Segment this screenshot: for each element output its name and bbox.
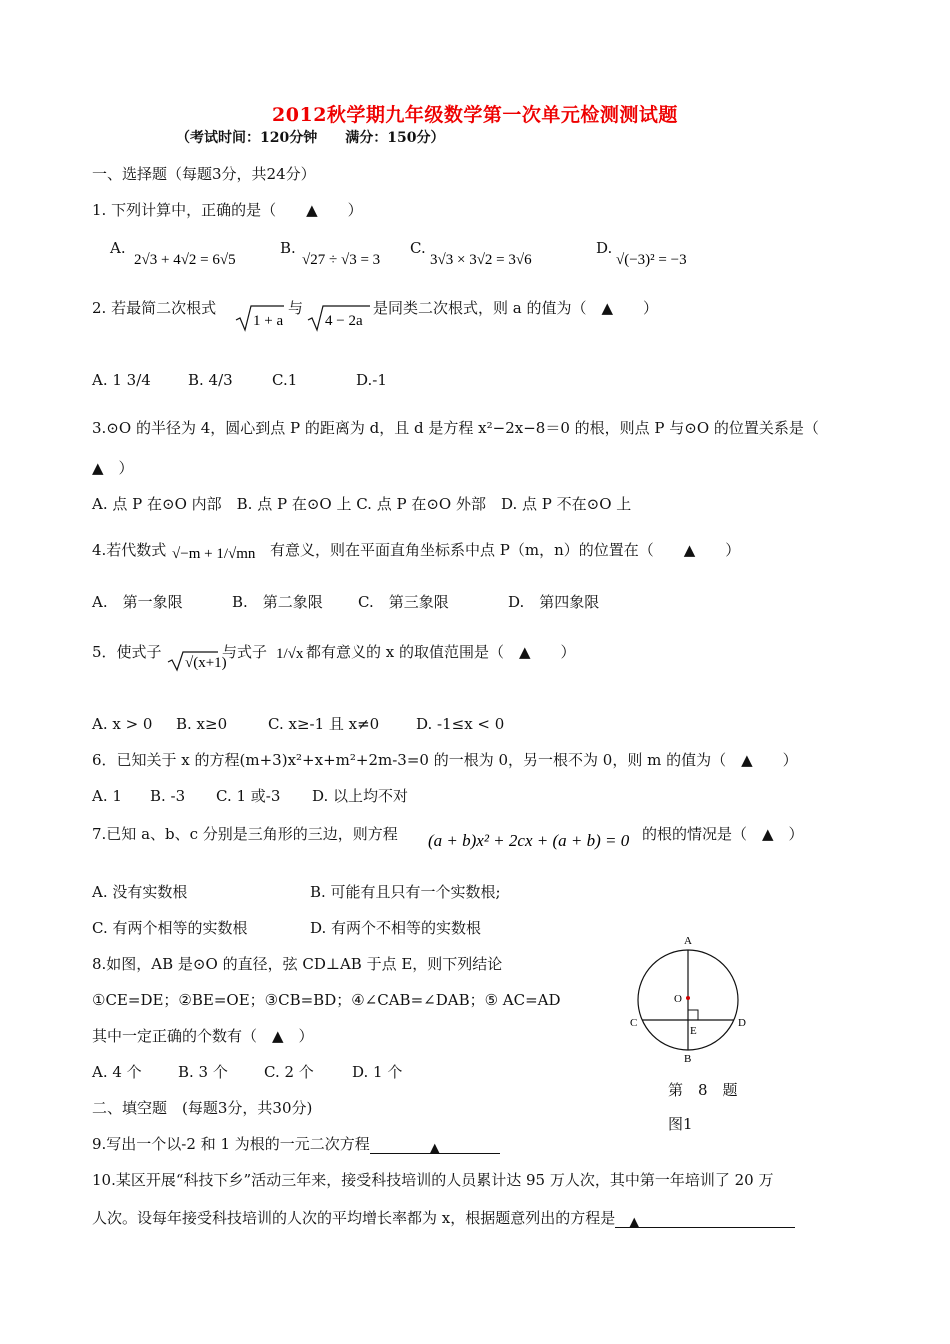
q4-option-a: A. 第一象限 (92, 593, 183, 611)
q8-option-d: D. 1 个 (352, 1063, 403, 1081)
center-point (686, 996, 690, 1000)
q2-radical-2 (306, 302, 372, 334)
q8-circle-figure (620, 930, 760, 1070)
q1-c-text: 3√3 × 3√2 = 3√6 (430, 252, 532, 268)
q2-rad1-text: 1 + a (253, 313, 284, 329)
q2-stem-b: 与 (288, 299, 304, 317)
q4-stem-b: 有意义，则在平面直角坐标系中点 P（m，n）的位置在（ ▲ ） (270, 541, 741, 559)
q1-option-a-expr (130, 244, 270, 272)
q4-stem-a: 4.若代数式 (92, 541, 167, 559)
q2-option-a: A. 1 3/4 (92, 371, 151, 389)
q4-expression (170, 528, 270, 574)
q5-stem-a: 5．使式子 (92, 643, 162, 661)
section-fill-heading: 二、填空题 (每题3分，共30分) (92, 1099, 313, 1117)
q8-figure-caption-2: 图1 (668, 1115, 693, 1133)
q4-option-b: B. 第二象限 (232, 593, 323, 611)
label-a: A (684, 935, 692, 947)
q2-radical-1 (234, 302, 286, 334)
q1-option-b-label: B. (280, 239, 296, 257)
q5-stem-c: 都有意义的 x 的取值范围是（ ▲ ） (306, 643, 576, 661)
q10-answer-blank[interactable] (615, 1211, 795, 1228)
q5-expression-2 (268, 632, 308, 684)
q7-option-b: B. 可能有且只有一个实数根; (310, 883, 501, 901)
q6-option-b: B. -3 (150, 787, 186, 805)
q10-line1: 10.某区开展“科技下乡”活动三年来，接受科技培训的人员累计达 95 万人次，其中第一年培训了 20 万 (92, 1171, 774, 1189)
label-e: E (690, 1025, 697, 1037)
q8-option-b: B. 3 个 (178, 1063, 228, 1081)
label-c: C (630, 1017, 638, 1029)
q5-stem-b: 与式子 (222, 643, 268, 661)
q8-option-a: A. 4 个 (92, 1063, 142, 1081)
q2-rad2-text: 4 − 2a (325, 313, 363, 329)
q8-option-c: C. 2 个 (264, 1063, 314, 1081)
q1-option-b-expr (298, 244, 408, 272)
q9-text: 9.写出一个以-2 和 1 为根的一元二次方程 (92, 1135, 370, 1153)
q3-line1: 3.⊙O 的半径为 4，圆心到点 P 的距离为 d，且 d 是方程 x²−2x−8＝0 的根，则点 P 与⊙O 的位置关系是（ (92, 419, 819, 437)
exam-info: （考试时间：120分钟 满分：150分） (176, 130, 445, 146)
q2-stem-c: 是同类二次根式，则 a 的值为（ ▲ ） (373, 299, 659, 317)
q5-option-a: A. x > 0 (92, 715, 153, 733)
q9-answer-blank[interactable] (370, 1137, 500, 1154)
section-choice-heading: 一、选择题（每题3分，共24分） (92, 165, 316, 183)
q10-blank-mark: ▲ (629, 1215, 640, 1230)
q10-text: 人次。设每年接受科技培训的人次的平均增长率都为 x，根据题意列出的方程是 (92, 1209, 616, 1227)
q4-expr-text: √−m + 1/√mn (172, 546, 256, 562)
q8-figure-caption: 第 8 题 (668, 1081, 738, 1099)
q1-option-c-label: C. (410, 239, 426, 257)
q1-d-text: √(−3)² = −3 (616, 252, 687, 268)
q2-stem-a: 2. 若最简二次根式 (92, 299, 217, 317)
q8-line1: 8.如图，AB 是⊙O 的直径，弦 CD⊥AB 于点 E，则下列结论 (92, 955, 503, 973)
q5-option-b: B. x≥0 (176, 715, 228, 733)
label-b: B (684, 1053, 692, 1065)
q2-option-d: D.-1 (356, 371, 387, 389)
q7-equation (426, 822, 642, 854)
q3-line2: ▲ ） (92, 459, 134, 477)
q8-statements: ①CE=DE；②BE=OE；③CB=BD；④∠CAB=∠DAB；⑤ AC=AD (92, 991, 561, 1009)
q2-option-c: C.1 (272, 371, 298, 389)
q3-options: A. 点 P 在⊙O 内部 B. 点 P 在⊙O 上 C. 点 P 在⊙O 外部 D. 点 P 不在⊙O 上 (92, 495, 632, 513)
q9-blank-mark: ▲ (429, 1141, 440, 1156)
q6-option-d: D. 以上均不对 (312, 787, 409, 805)
q1-option-d-expr (612, 244, 722, 272)
q1-stem: 1. 下列计算中，正确的是（ ▲ ） (92, 201, 363, 219)
q1-b-text: √27 ÷ √3 = 3 (302, 252, 381, 268)
q7-stem-b: 的根的情况是（ ▲ ） (642, 825, 804, 843)
q1-a-text: 2√3 + 4√2 = 6√5 (134, 252, 236, 268)
q7-option-a: A. 没有实数根 (92, 883, 188, 901)
label-d: D (738, 1017, 746, 1029)
q7-option-c: C. 有两个相等的实数根 (92, 919, 248, 937)
q5-option-d: D. -1≤x < 0 (416, 715, 505, 733)
q4-option-d: D. 第四象限 (508, 593, 600, 611)
q6-option-a: A. 1 (92, 787, 122, 805)
label-o: O (674, 993, 682, 1005)
q6-stem: 6．已知关于 x 的方程(m+3)x²+x+m²+2m-3=0 的一根为 0，另一根不为 0，则 m 的值为（ ▲ ） (92, 751, 798, 769)
q10-line2 (92, 1208, 795, 1228)
q5-expr2-text: 1/√x (276, 646, 304, 662)
q7-option-d: D. 有两个不相等的实数根 (310, 919, 482, 937)
q5-option-c: C. x≥-1 且 x≠0 (268, 715, 380, 733)
q8-line3: 其中一定正确的个数有（ ▲ ） (92, 1027, 314, 1045)
q7-expr-text: (a + b)x² + 2cx + (a + b) = 0 (428, 831, 630, 850)
q1-option-a-label: A. (110, 239, 126, 257)
q5-expression-1 (166, 632, 227, 672)
q2-option-b: B. 4/3 (188, 371, 233, 389)
q9-stem (92, 1134, 500, 1154)
q4-option-c: C. 第三象限 (358, 593, 449, 611)
q5-expr1-text: √(x+1) (185, 655, 227, 671)
q1-option-c-expr (426, 244, 566, 272)
q6-option-c: C. 1 或-3 (216, 787, 281, 805)
page-title: 2012秋学期九年级数学第一次单元检测测试题 (272, 104, 678, 126)
q7-stem-a: 7.已知 a、b、c 分别是三角形的三边，则方程 (92, 825, 398, 843)
right-angle-mark (688, 1010, 698, 1020)
q1-option-d-label: D. (596, 239, 613, 257)
